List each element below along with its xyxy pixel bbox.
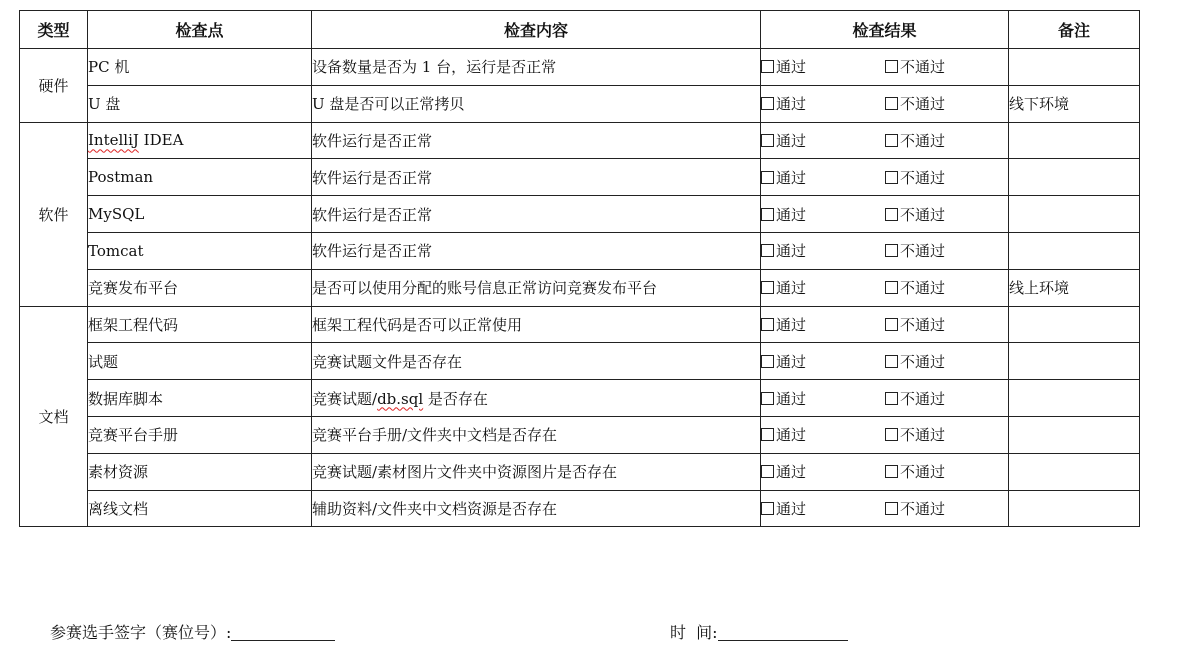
check-content-cell: 软件运行是否正常: [312, 122, 761, 159]
pass-checkbox[interactable]: [761, 60, 774, 73]
fail-option[interactable]: [885, 130, 945, 151]
header-check-content: 检查内容: [312, 11, 761, 49]
check-content-cell: 设备数量是否为 1 台，运行是否正常: [312, 49, 761, 86]
check-content-cell: 是否可以使用分配的账号信息正常访问竞赛发布平台: [312, 269, 761, 306]
check-result-cell: [761, 490, 1009, 527]
check-result-cell: [761, 159, 1009, 196]
header-check-result: 检查结果: [761, 11, 1009, 49]
pass-option[interactable]: [761, 314, 885, 335]
pass-checkbox[interactable]: [761, 171, 774, 184]
note-cell: [1009, 490, 1140, 527]
pass-checkbox[interactable]: [761, 465, 774, 478]
fail-label: 不通过: [900, 352, 946, 371]
table-row: [20, 490, 1140, 527]
time-field: [670, 620, 848, 643]
fail-checkbox[interactable]: [885, 244, 898, 257]
table-row: [20, 453, 1140, 490]
table-row: [20, 122, 1140, 159]
fail-label: 不通过: [900, 242, 946, 261]
check-point-cell: PC 机: [88, 49, 312, 86]
check-content-cell: 软件运行是否正常: [312, 196, 761, 233]
pass-checkbox[interactable]: [761, 208, 774, 221]
check-point-cell: 数据库脚本: [88, 380, 312, 417]
pass-checkbox[interactable]: [761, 318, 774, 331]
check-content-cell: 辅助资料/文件夹中文档资源是否存在: [312, 490, 761, 527]
note-cell: [1009, 380, 1140, 417]
type-cell: 软件: [20, 122, 88, 306]
fail-label: 不通过: [900, 463, 946, 482]
fail-checkbox[interactable]: [885, 281, 898, 294]
pass-label: 通过: [776, 168, 807, 187]
pass-label: 通过: [776, 463, 807, 482]
pass-checkbox[interactable]: [761, 355, 774, 368]
table-row: [20, 269, 1140, 306]
pass-label: 通过: [776, 205, 807, 224]
note-cell: 线上环境: [1009, 269, 1140, 306]
note-cell: [1009, 306, 1140, 343]
checklist-table: [19, 10, 1140, 527]
type-cell: 文档: [20, 306, 88, 527]
fail-label: 不通过: [900, 131, 946, 150]
fail-checkbox[interactable]: [885, 60, 898, 73]
check-point-cell: 试题: [88, 343, 312, 380]
check-point-cell: 竞赛发布平台: [88, 269, 312, 306]
fail-label: 不通过: [900, 426, 946, 445]
pass-option[interactable]: [761, 351, 885, 372]
time-label: 时 间:: [670, 623, 718, 642]
fail-label: 不通过: [900, 168, 946, 187]
fail-checkbox[interactable]: [885, 355, 898, 368]
fail-option[interactable]: [885, 93, 945, 114]
pass-option[interactable]: [761, 56, 885, 77]
pass-option[interactable]: [761, 204, 885, 225]
pass-option[interactable]: [761, 240, 885, 261]
note-cell: 线下环境: [1009, 85, 1140, 122]
check-point-cell: 素材资源: [88, 453, 312, 490]
note-cell: [1009, 416, 1140, 453]
header-check-point: 检查点: [88, 11, 312, 49]
fail-option[interactable]: [885, 314, 945, 335]
note-cell: [1009, 343, 1140, 380]
check-point-cell: U 盘: [88, 85, 312, 122]
check-point-cell: Tomcat: [88, 232, 312, 269]
note-cell: [1009, 49, 1140, 86]
fail-label: 不通过: [900, 58, 946, 77]
table-row: [20, 306, 1140, 343]
fail-checkbox[interactable]: [885, 465, 898, 478]
check-result-cell: [761, 232, 1009, 269]
pass-checkbox[interactable]: [761, 392, 774, 405]
check-result-cell: [761, 49, 1009, 86]
signature-label: 参赛选手签字（赛位号）:: [50, 623, 232, 642]
check-point-cell: IntelliJ IDEA: [88, 122, 312, 159]
check-content-cell: 竞赛试题/db.sql 是否存在: [312, 380, 761, 417]
fail-option[interactable]: [885, 204, 945, 225]
check-point-cell: 竞赛平台手册: [88, 416, 312, 453]
pass-label: 通过: [776, 242, 807, 261]
fail-checkbox[interactable]: [885, 502, 898, 515]
check-content-cell: U 盘是否可以正常拷贝: [312, 85, 761, 122]
check-content-cell: 竞赛试题文件是否存在: [312, 343, 761, 380]
pass-option[interactable]: [761, 167, 885, 188]
fail-label: 不通过: [900, 279, 946, 298]
fail-label: 不通过: [900, 499, 946, 518]
pass-option[interactable]: [761, 498, 885, 519]
note-cell: [1009, 122, 1140, 159]
table-row: [20, 232, 1140, 269]
fail-checkbox[interactable]: [885, 392, 898, 405]
fail-checkbox[interactable]: [885, 428, 898, 441]
pass-option[interactable]: [761, 130, 885, 151]
check-content-cell: 竞赛试题/素材图片文件夹中资源图片是否存在: [312, 453, 761, 490]
header-note: 备注: [1009, 11, 1140, 49]
pass-checkbox[interactable]: [761, 134, 774, 147]
pass-label: 通过: [776, 499, 807, 518]
check-content-cell: 框架工程代码是否可以正常使用: [312, 306, 761, 343]
check-result-cell: [761, 343, 1009, 380]
pass-label: 通过: [776, 315, 807, 334]
table-row: [20, 196, 1140, 233]
note-cell: [1009, 232, 1140, 269]
fail-checkbox[interactable]: [885, 134, 898, 147]
check-result-cell: [761, 85, 1009, 122]
fail-option[interactable]: [885, 167, 945, 188]
fail-label: 不通过: [900, 389, 946, 408]
time-line[interactable]: [718, 626, 848, 641]
check-content-cell: 软件运行是否正常: [312, 232, 761, 269]
check-content-cell: 软件运行是否正常: [312, 159, 761, 196]
fail-label: 不通过: [900, 315, 946, 334]
pass-label: 通过: [776, 131, 807, 150]
signature-line[interactable]: [231, 626, 335, 641]
table-row: [20, 343, 1140, 380]
pass-checkbox[interactable]: [761, 502, 774, 515]
type-cell: 硬件: [20, 49, 88, 123]
table-row: [20, 416, 1140, 453]
pass-option[interactable]: [761, 93, 885, 114]
fail-option[interactable]: [885, 498, 945, 519]
fail-option[interactable]: [885, 277, 945, 298]
check-result-cell: [761, 196, 1009, 233]
table-row: [20, 380, 1140, 417]
check-point-cell: MySQL: [88, 196, 312, 233]
pass-option[interactable]: [761, 424, 885, 445]
table-row: [20, 85, 1140, 122]
fail-option[interactable]: [885, 351, 945, 372]
check-result-cell: [761, 416, 1009, 453]
pass-label: 通过: [776, 426, 807, 445]
check-point-cell: 离线文档: [88, 490, 312, 527]
pass-checkbox[interactable]: [761, 281, 774, 294]
note-cell: [1009, 159, 1140, 196]
table-header-row: [20, 11, 1140, 49]
fail-option[interactable]: [885, 56, 945, 77]
fail-checkbox[interactable]: [885, 97, 898, 110]
fail-option[interactable]: [885, 461, 945, 482]
table-row: [20, 159, 1140, 196]
check-result-cell: [761, 380, 1009, 417]
pass-checkbox[interactable]: [761, 244, 774, 257]
pass-label: 通过: [776, 352, 807, 371]
fail-option[interactable]: [885, 240, 945, 261]
check-result-cell: [761, 122, 1009, 159]
check-content-cell: 竞赛平台手册/文件夹中文档是否存在: [312, 416, 761, 453]
fail-label: 不通过: [900, 95, 946, 114]
fail-checkbox[interactable]: [885, 208, 898, 221]
fail-option[interactable]: [885, 424, 945, 445]
pass-label: 通过: [776, 95, 807, 114]
pass-checkbox[interactable]: [761, 97, 774, 110]
fail-label: 不通过: [900, 205, 946, 224]
check-result-cell: [761, 269, 1009, 306]
pass-checkbox[interactable]: [761, 428, 774, 441]
pass-label: 通过: [776, 279, 807, 298]
table-row: [20, 49, 1140, 86]
pass-option[interactable]: [761, 388, 885, 409]
pass-label: 通过: [776, 389, 807, 408]
pass-label: 通过: [776, 58, 807, 77]
header-type: 类型: [20, 11, 88, 49]
check-result-cell: [761, 453, 1009, 490]
fail-option[interactable]: [885, 388, 945, 409]
note-cell: [1009, 453, 1140, 490]
note-cell: [1009, 196, 1140, 233]
table-body: [20, 49, 1140, 527]
signature-field: [50, 620, 335, 643]
fail-checkbox[interactable]: [885, 171, 898, 184]
pass-option[interactable]: [761, 461, 885, 482]
check-result-cell: [761, 306, 1009, 343]
check-point-cell: Postman: [88, 159, 312, 196]
pass-option[interactable]: [761, 277, 885, 298]
check-point-cell: 框架工程代码: [88, 306, 312, 343]
fail-checkbox[interactable]: [885, 318, 898, 331]
